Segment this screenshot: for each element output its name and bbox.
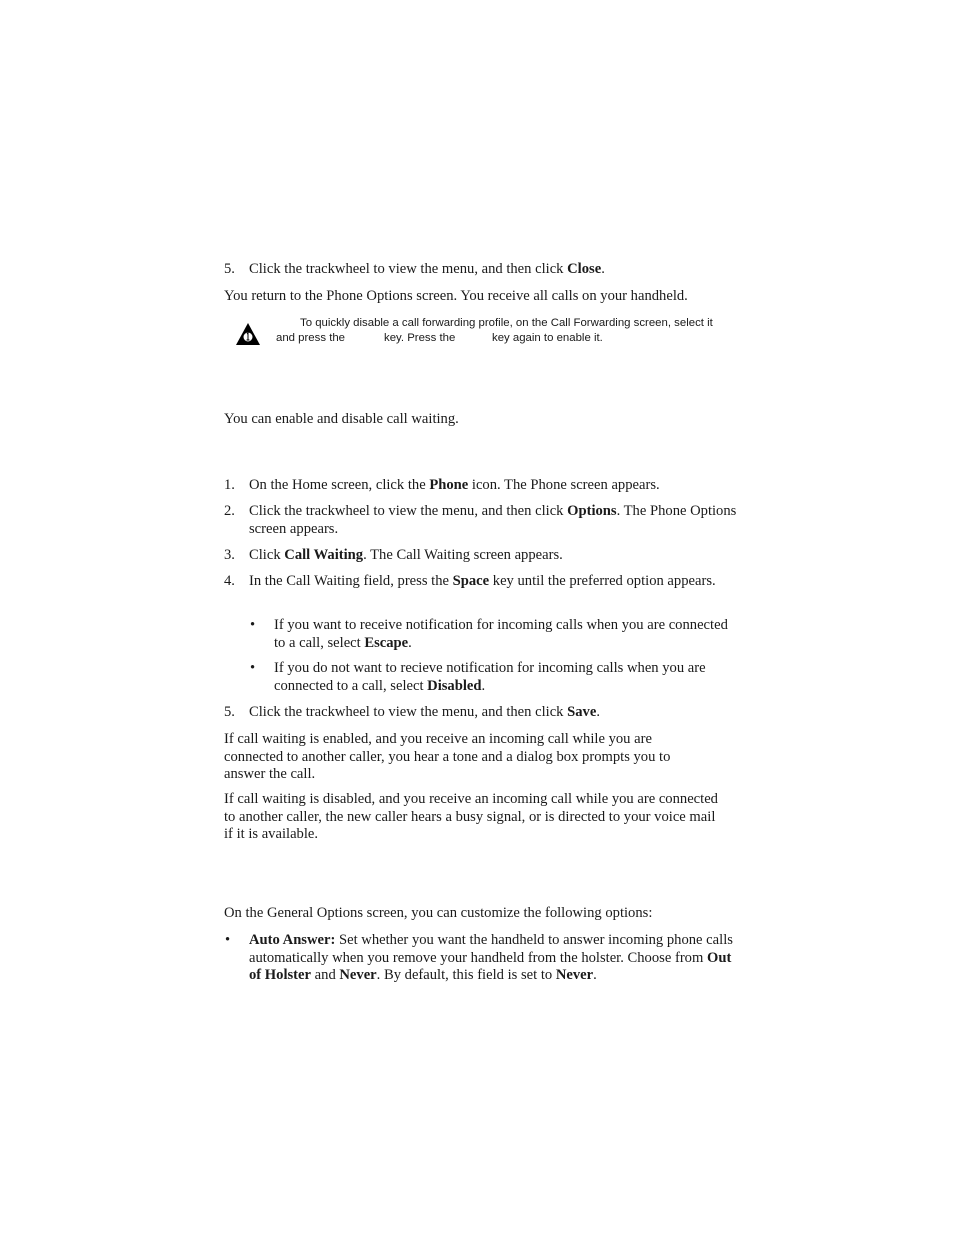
paragraph-disabled: If call waiting is disabled, and you receive an incoming call while you are connected to another caller, the new caller hears a busy signal, or is directed to your voice mail if it is available. (224, 791, 718, 842)
step-text: Click the trackwheel to view the menu, and then click Options. The Phone Options screen appears. (249, 503, 737, 537)
bullet-icon: • (250, 660, 256, 676)
section-intro: On the General Options screen, you can customize the following options: (224, 905, 653, 921)
step-number: 5. (224, 704, 235, 720)
list-item: If you do not want to recieve notification for incoming calls when you are connected to a call, select Disabled. (274, 660, 706, 694)
result-paragraph: You return to the Phone Options screen. You receive all calls on your handheld. (224, 288, 688, 304)
tip-icon (235, 322, 261, 346)
bullet-icon: • (225, 932, 231, 948)
step-number: 3. (224, 547, 235, 563)
step-text: On the Home screen, click the Phone icon. The Phone screen appears. (249, 477, 660, 493)
section-intro: You can enable and disable call waiting. (224, 411, 459, 427)
note-text: To quickly disable a call forwarding profile, on the Call Forwarding screen, select it and press the key. Press the key again to enable it. (276, 317, 713, 344)
step-text: Click the trackwheel to view the menu, and then click Save. (249, 704, 600, 720)
list-item: If you want to receive notification for incoming calls when you are connected to a call, select Escape. (274, 617, 728, 651)
step-number: 5. (224, 261, 235, 277)
step-number: 2. (224, 503, 235, 519)
step-number: 4. (224, 573, 235, 589)
step-text: In the Call Waiting field, press the Space key until the preferred option appears. (249, 573, 716, 589)
list-item: Auto Answer: Set whether you want the handheld to answer incoming phone calls automatically when you remove your handheld from the holster. Choose from Out of Holster and Never. By default, this field is set to Never. (249, 932, 733, 983)
step-number: 1. (224, 477, 235, 493)
step-text: Click Call Waiting. The Call Waiting screen appears. (249, 547, 563, 563)
step-text: Click the trackwheel to view the menu, and then click Close. (249, 261, 605, 277)
bullet-icon: • (250, 617, 256, 633)
paragraph-enabled: If call waiting is enabled, and you receive an incoming call while you are connected to another caller, you hear a tone and a dialog box prompts you to answer the call. (224, 731, 671, 782)
